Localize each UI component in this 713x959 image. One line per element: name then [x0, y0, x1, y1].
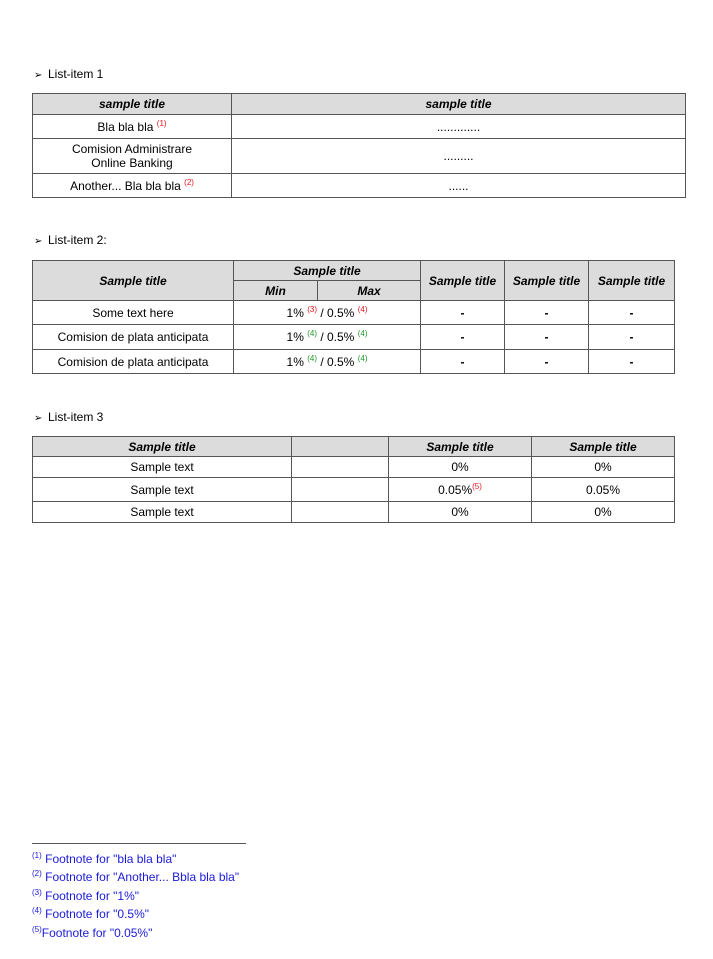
cell: -: [589, 301, 675, 325]
footnotes: [32, 850, 239, 942]
footnote-ref[interactable]: (4): [307, 353, 317, 363]
table-1: [32, 93, 686, 198]
cell: -: [589, 350, 675, 374]
table-2: [32, 260, 675, 374]
column-header: Sample title: [532, 437, 675, 457]
row-rate: 1% $^{(4)}$ / 0.5% $^{(4)}$: [234, 350, 421, 374]
cell: -: [505, 350, 589, 374]
list-item-1: [34, 67, 103, 81]
row-name: Sample text: [33, 502, 292, 523]
cell: -: [505, 325, 589, 350]
list-item-label: List-item 3: [48, 410, 104, 424]
cell: [292, 502, 389, 523]
footnote[interactable]: $^{(2)}$ Footnote for "Another... Bbla bla bla": [32, 869, 240, 885]
column-header: Sample title: [33, 437, 292, 457]
table-row: [33, 325, 675, 350]
row-name: Bla bla bla $^{(1)}$: [33, 115, 232, 139]
list-item-3: [34, 410, 103, 424]
table-row: [33, 115, 686, 139]
cell: [292, 478, 389, 502]
table-3: [32, 436, 675, 523]
footnote-ref[interactable]: (4): [357, 353, 368, 363]
cell: 0%: [532, 502, 675, 523]
column-header: Sample title: [389, 437, 532, 457]
footnote-ref[interactable]: (4): [357, 329, 368, 338]
cell: 0%: [532, 457, 675, 478]
column-group-header: Sample title: [234, 261, 421, 281]
row-value: .............: [232, 115, 686, 139]
list-item-2: [34, 233, 107, 247]
column-header-max: Max: [318, 281, 421, 301]
footnote-ref[interactable]: (3): [307, 304, 317, 314]
row-rate: 1% $^{(4)}$ / 0.5% $^{(4)}$: [234, 325, 421, 350]
table-row: [33, 502, 675, 523]
cell: 0.05%: [532, 478, 675, 502]
cell: -: [421, 301, 505, 325]
table-row: [33, 139, 686, 174]
cell: -: [421, 325, 505, 350]
column-header: Sample title: [589, 261, 675, 301]
footnote-ref[interactable]: (5): [472, 481, 482, 491]
footnote[interactable]: $^{(4)}$ Footnote for "0.5%": [32, 906, 150, 922]
cell: -: [589, 325, 675, 350]
row-rate: 1% $^{(3)}$ / 0.5% $^{(4)}$: [234, 301, 421, 325]
arrowhead-bullet-icon: ➢: [34, 70, 43, 81]
column-header: sample title: [33, 94, 232, 115]
row-name: Some text here: [33, 301, 234, 325]
footnote[interactable]: $^{(1)}$ Footnote for "bla bla bla": [32, 851, 177, 866]
column-header: Sample title: [33, 261, 234, 301]
arrowhead-bullet-icon: ➢: [34, 236, 43, 247]
row-name: Sample text: [33, 457, 292, 478]
table-row: [33, 174, 686, 198]
footnote-ref[interactable]: (1): [156, 118, 167, 128]
footnote[interactable]: $^{(5)}$Footnote for "0.05%": [32, 924, 153, 940]
cell: -: [505, 301, 589, 325]
list-item-label: List-item 2:: [48, 233, 107, 247]
cell: 0%: [389, 502, 532, 523]
footnote-ref[interactable]: (2): [184, 177, 194, 187]
column-header-min: Min: [234, 281, 318, 301]
row-name: Comision de plata anticipata: [33, 350, 234, 374]
row-name: Another... Bla bla bla $^{(2)}$: [33, 174, 232, 198]
table-row: [33, 457, 675, 478]
cell: [292, 457, 389, 478]
table-row: [33, 350, 675, 374]
table-row: [33, 301, 675, 325]
row-name: Comision de plata anticipata: [33, 325, 234, 350]
column-header: Sample title: [505, 261, 589, 301]
row-name: Comision Administrare Online Banking: [33, 139, 232, 174]
footnote-ref[interactable]: (4): [307, 329, 317, 338]
column-header: sample title: [232, 94, 686, 115]
footnote[interactable]: $^{(3)}$ Footnote for "1%": [32, 887, 140, 903]
column-header: [292, 437, 389, 457]
list-item-label: List-item 1: [48, 67, 104, 81]
row-value: .........: [232, 139, 686, 174]
cell: 0%: [389, 457, 532, 478]
cell: -: [421, 350, 505, 374]
column-header: Sample title: [421, 261, 505, 301]
cell: 0.05%$^{(5)}$: [389, 478, 532, 502]
footnote-separator: [32, 843, 246, 844]
footnote-ref[interactable]: (4): [357, 304, 368, 314]
row-name: Sample text: [33, 478, 292, 502]
row-value: ......: [232, 174, 686, 198]
arrowhead-bullet-icon: ➢: [34, 413, 43, 424]
table-row: [33, 478, 675, 502]
